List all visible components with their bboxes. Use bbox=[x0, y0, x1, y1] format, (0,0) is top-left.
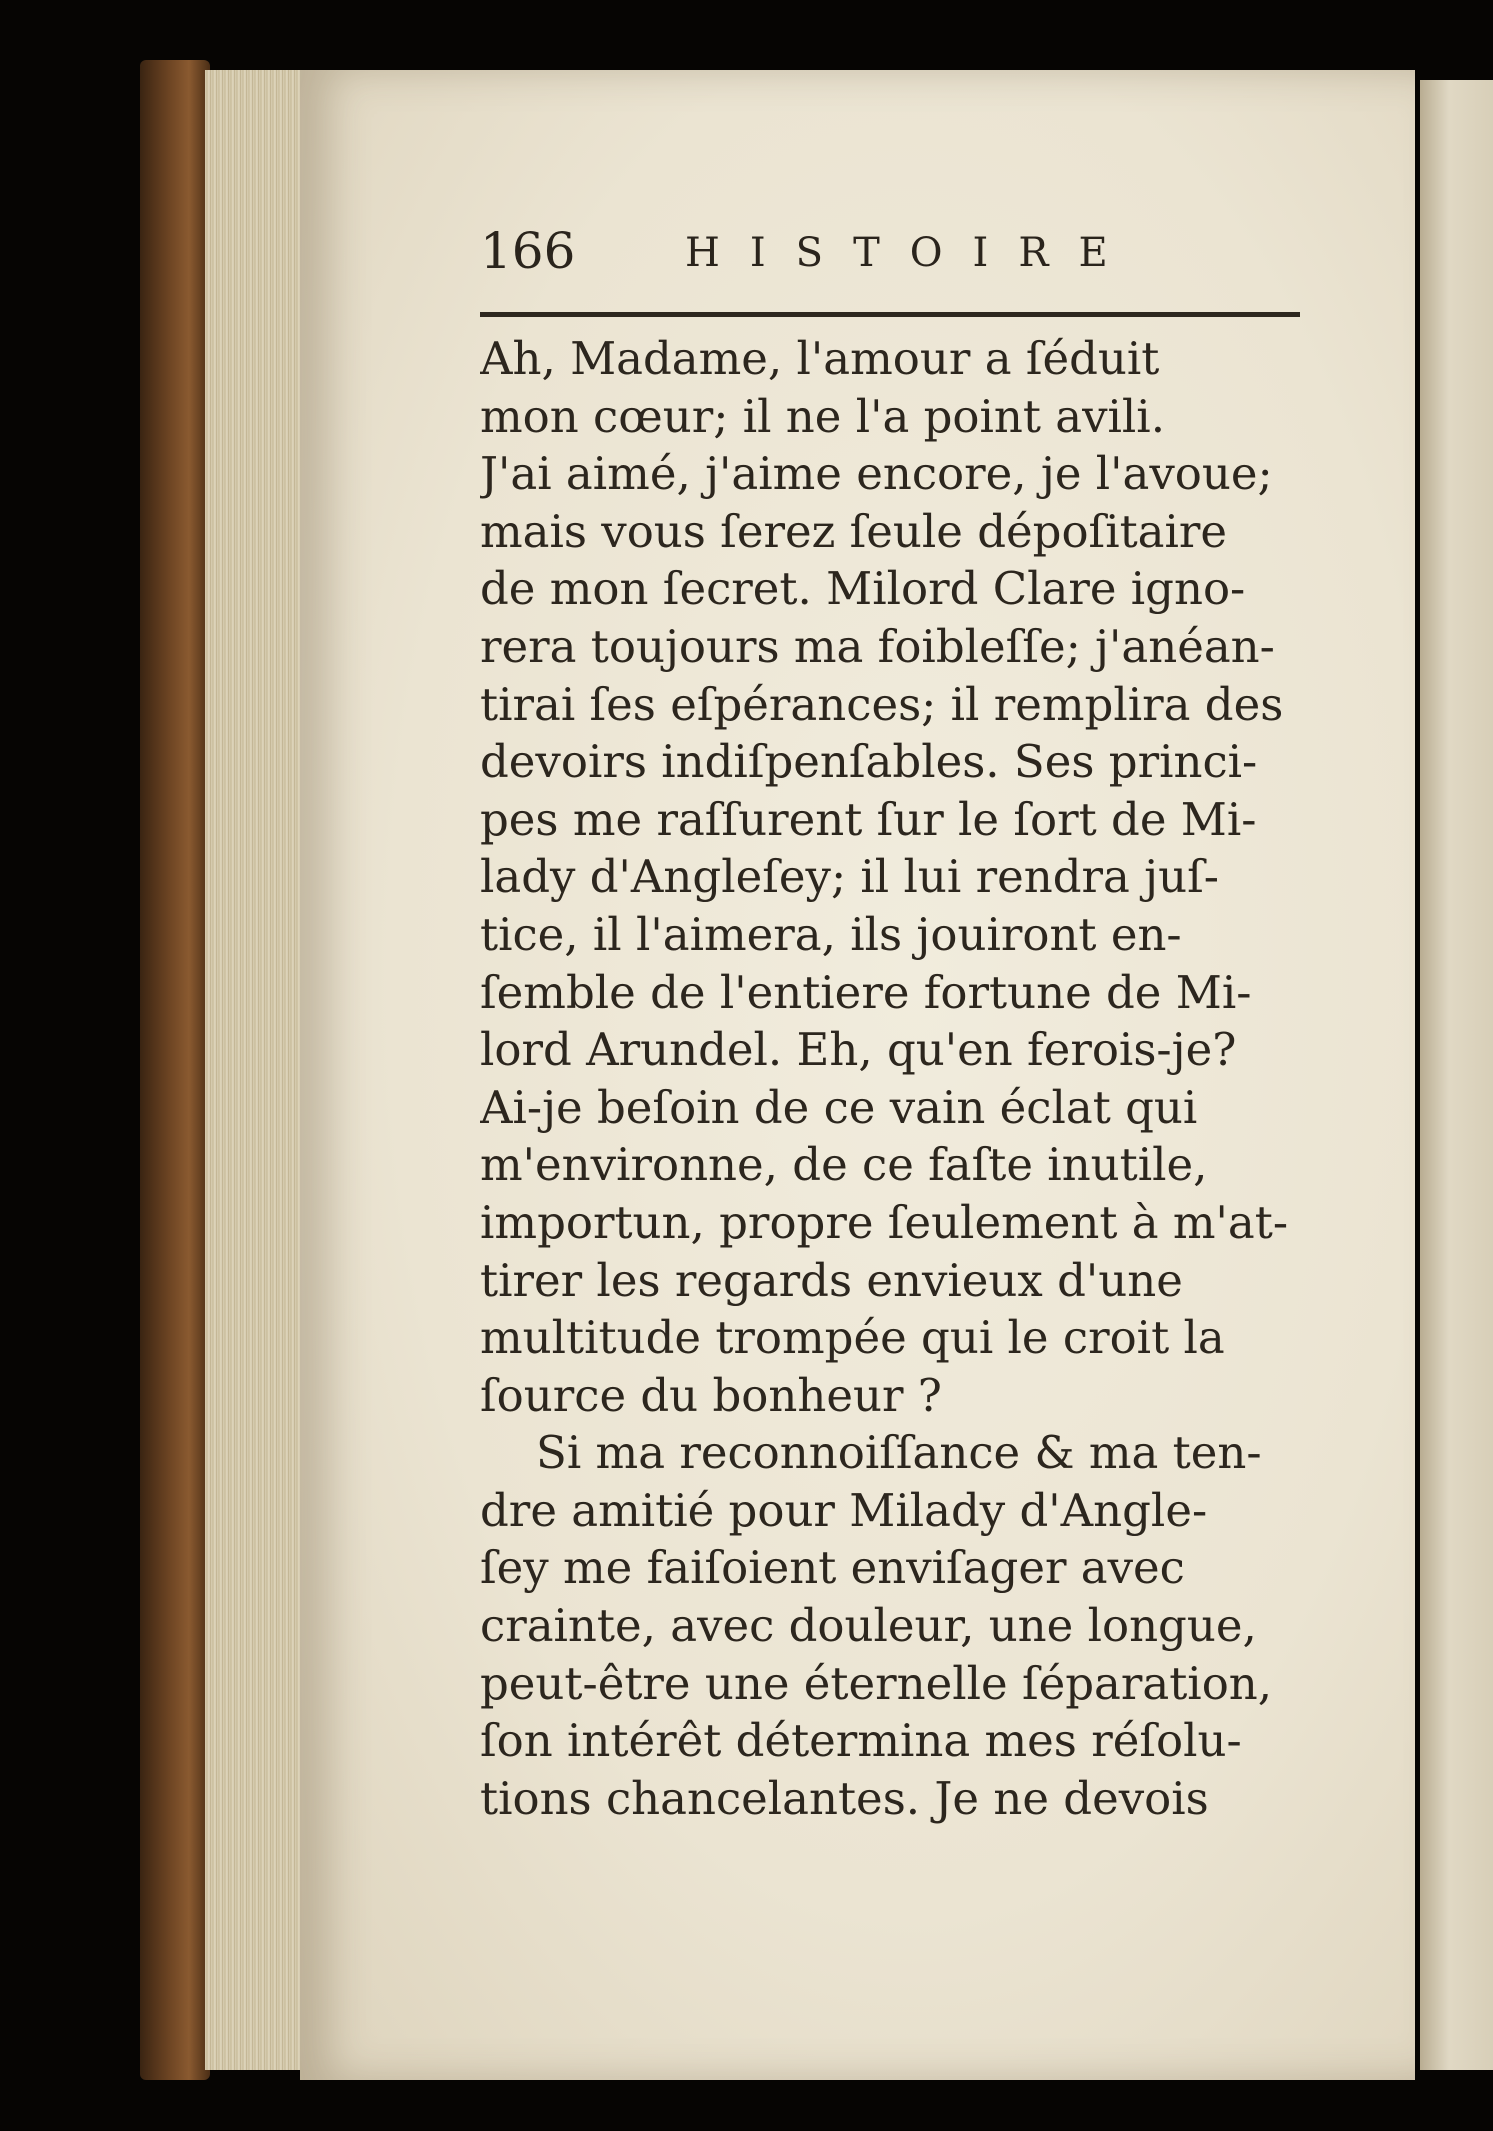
text-line: multitude trompée qui le croit la bbox=[480, 1311, 1225, 1365]
text-line: Ah, Madame, l'amour a ſéduit bbox=[480, 332, 1160, 385]
text-line: ſemble de l'entiere fortune de Mi- bbox=[480, 965, 1252, 1019]
text-line: m'environne, de ce faſte inutile, bbox=[480, 1138, 1208, 1192]
text-line: peut-être une éternelle ſéparation, bbox=[480, 1656, 1273, 1710]
text-line: tirai ſes eſpérances; il remplira des bbox=[480, 677, 1284, 731]
text-line: rera toujours ma foibleſſe; j'anéan- bbox=[480, 619, 1275, 673]
text-line: tice, il l'aimera, ils jouiront en- bbox=[480, 907, 1182, 961]
running-head: HISTOIRE bbox=[685, 230, 1138, 276]
text-line: tions chancelantes. Je ne devois bbox=[480, 1771, 1209, 1825]
text-line: Ai-je beſoin de ce vain éclat qui bbox=[480, 1080, 1198, 1134]
text-line: J'ai aimé, j'aime encore, je l'avoue; bbox=[480, 447, 1273, 501]
page-edges bbox=[205, 70, 305, 2070]
text-line: crainte, avec douleur, une longue, bbox=[480, 1599, 1257, 1653]
page-number: 166 bbox=[480, 222, 576, 280]
text-line: ſon intérêt détermina mes réſolu- bbox=[480, 1714, 1242, 1768]
text-line: de mon ſecret. Milord Clare igno- bbox=[480, 562, 1246, 616]
text-line: dre amitié pour Milady d'Angle- bbox=[480, 1483, 1208, 1537]
paragraph-start-line: Si ma reconnoiſſance & ma ten- bbox=[536, 1426, 1262, 1480]
text-line: ſey me faiſoient enviſager avec bbox=[480, 1541, 1185, 1595]
text-line: lord Arundel. Eh, qu'en ferois-je? bbox=[480, 1023, 1237, 1077]
text-line: mon cœur; il ne l'a point avili. bbox=[480, 389, 1165, 443]
body-text bbox=[480, 330, 1300, 1827]
text-line: devoirs indiſpenſables. Ses princi- bbox=[480, 735, 1258, 789]
facing-page-edge bbox=[1420, 80, 1493, 2070]
text-line: pes me raſſurent ſur le ſort de Mi- bbox=[480, 792, 1257, 846]
text-line: ſource du bonheur ? bbox=[480, 1368, 942, 1422]
text-line: importun, propre ſeulement à m'at- bbox=[480, 1195, 1289, 1249]
text-line: mais vous ſerez ſeule dépoſitaire bbox=[480, 504, 1228, 558]
text-line: lady d'Angleſey; il lui rendra juſ- bbox=[480, 850, 1219, 904]
book-cover-edge bbox=[140, 60, 210, 2080]
text-line: tirer les regards envieux d'une bbox=[480, 1253, 1183, 1307]
page-header bbox=[480, 222, 1300, 292]
header-rule bbox=[480, 312, 1300, 317]
